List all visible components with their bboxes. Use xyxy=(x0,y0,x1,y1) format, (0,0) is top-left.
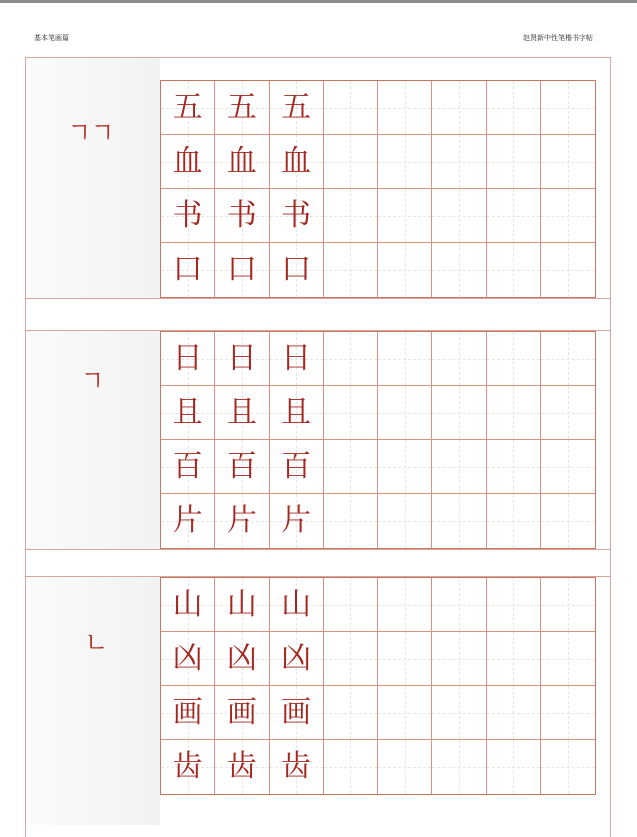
practice-cell xyxy=(270,189,324,243)
empty-cell xyxy=(432,686,486,740)
model-character: 片 xyxy=(226,503,257,538)
practice-cell xyxy=(161,386,215,440)
empty-cell xyxy=(378,686,432,740)
practice-cell xyxy=(161,686,215,740)
model-character: 书 xyxy=(281,197,312,233)
empty-cell xyxy=(541,740,595,794)
model-character: 片 xyxy=(172,503,203,538)
empty-cell xyxy=(432,494,486,548)
practice-cell xyxy=(215,386,269,440)
top-edge-bar xyxy=(0,0,637,3)
empty-cell xyxy=(487,81,541,135)
practice-cell xyxy=(270,740,324,794)
practice-grid xyxy=(160,331,596,549)
practice-cell xyxy=(270,686,324,740)
empty-cell xyxy=(432,632,486,686)
practice-cell xyxy=(270,632,324,686)
empty-cell xyxy=(324,332,378,386)
empty-cell xyxy=(324,632,378,686)
empty-cell xyxy=(378,332,432,386)
practice-cell xyxy=(270,243,324,297)
empty-cell xyxy=(432,740,486,794)
model-character: 血 xyxy=(172,143,203,179)
stroke-panel xyxy=(26,577,160,825)
stroke-panel xyxy=(26,58,160,298)
practice-cell xyxy=(270,578,324,632)
practice-grid xyxy=(160,80,596,298)
practice-cell xyxy=(161,632,215,686)
empty-cell xyxy=(324,686,378,740)
empty-cell xyxy=(541,632,595,686)
empty-cell xyxy=(378,243,432,297)
empty-cell xyxy=(324,494,378,548)
model-character: 百 xyxy=(281,448,312,484)
empty-cell xyxy=(487,386,541,440)
empty-cell xyxy=(541,494,595,548)
empty-cell xyxy=(487,578,541,632)
empty-cell xyxy=(324,135,378,189)
model-character: 山 xyxy=(281,586,312,622)
practice-cell xyxy=(215,81,269,135)
empty-cell xyxy=(324,740,378,794)
practice-cell xyxy=(215,189,269,243)
empty-cell xyxy=(541,243,595,297)
empty-cell xyxy=(432,578,486,632)
practice-cell xyxy=(161,440,215,494)
model-character: 五 xyxy=(172,89,203,125)
practice-cell xyxy=(215,494,269,548)
model-character: 画 xyxy=(172,694,203,730)
model-character: 凶 xyxy=(226,640,257,676)
empty-cell xyxy=(432,440,486,494)
practice-cell xyxy=(215,440,269,494)
empty-cell xyxy=(487,440,541,494)
empty-cell xyxy=(541,440,595,494)
empty-cell xyxy=(432,243,486,297)
model-character: 口 xyxy=(281,252,312,287)
practice-cell xyxy=(161,135,215,189)
practice-grid xyxy=(160,577,596,795)
empty-cell xyxy=(432,189,486,243)
practice-cell xyxy=(161,243,215,297)
empty-cell xyxy=(487,243,541,297)
model-character: 口 xyxy=(172,252,203,287)
model-character: 日 xyxy=(226,340,257,376)
practice-cell xyxy=(215,686,269,740)
empty-cell xyxy=(378,81,432,135)
model-character: 百 xyxy=(226,448,257,484)
empty-cell xyxy=(487,135,541,189)
model-character: 且 xyxy=(281,394,312,430)
empty-cell xyxy=(378,578,432,632)
practice-cell xyxy=(270,332,324,386)
empty-cell xyxy=(432,386,486,440)
empty-cell xyxy=(324,243,378,297)
model-character: 且 xyxy=(226,394,257,430)
model-character: 五 xyxy=(281,89,312,125)
empty-cell xyxy=(432,81,486,135)
practice-cell xyxy=(215,243,269,297)
empty-cell xyxy=(487,494,541,548)
model-character: 凶 xyxy=(172,640,203,676)
model-character: 山 xyxy=(226,586,257,622)
model-character: 五 xyxy=(226,89,257,125)
empty-cell xyxy=(378,632,432,686)
model-character: 凶 xyxy=(281,640,312,676)
model-character: 画 xyxy=(226,694,257,730)
empty-cell xyxy=(324,440,378,494)
empty-cell xyxy=(324,578,378,632)
header-right-title: 赵贤新中性笔楷书字帖 xyxy=(523,34,593,42)
practice-cell xyxy=(161,332,215,386)
empty-cell xyxy=(378,440,432,494)
empty-cell xyxy=(324,81,378,135)
empty-cell xyxy=(378,386,432,440)
model-character: 血 xyxy=(281,143,312,179)
model-character: 血 xyxy=(226,143,257,179)
model-character: 日 xyxy=(172,340,203,376)
practice-cell xyxy=(161,189,215,243)
model-character: 片 xyxy=(281,503,312,538)
empty-cell xyxy=(432,332,486,386)
empty-cell xyxy=(487,686,541,740)
model-character: 画 xyxy=(281,694,312,730)
empty-cell xyxy=(378,740,432,794)
section-divider xyxy=(25,298,611,299)
stroke-sample: ㄱ xyxy=(80,364,105,399)
empty-cell xyxy=(541,578,595,632)
model-character: 齿 xyxy=(281,749,312,784)
empty-cell xyxy=(541,332,595,386)
empty-cell xyxy=(378,494,432,548)
empty-cell xyxy=(541,81,595,135)
model-character: 齿 xyxy=(226,749,257,784)
stroke-sample: ㄴ xyxy=(84,626,109,661)
stroke-sample: ㄱㄱ xyxy=(67,116,115,151)
empty-cell xyxy=(324,189,378,243)
empty-cell xyxy=(487,632,541,686)
empty-cell xyxy=(541,686,595,740)
practice-cell xyxy=(215,740,269,794)
model-character: 山 xyxy=(172,586,203,622)
empty-cell xyxy=(378,135,432,189)
empty-cell xyxy=(487,189,541,243)
section-divider xyxy=(25,549,611,550)
practice-cell xyxy=(161,81,215,135)
model-character: 口 xyxy=(226,252,257,287)
empty-cell xyxy=(378,189,432,243)
practice-cell xyxy=(270,81,324,135)
practice-cell xyxy=(161,740,215,794)
empty-cell xyxy=(487,740,541,794)
model-character: 百 xyxy=(172,448,203,484)
model-character: 且 xyxy=(172,394,203,430)
empty-cell xyxy=(541,189,595,243)
practice-cell xyxy=(270,494,324,548)
empty-cell xyxy=(541,386,595,440)
practice-cell xyxy=(270,386,324,440)
model-character: 日 xyxy=(281,340,312,376)
empty-cell xyxy=(432,135,486,189)
header-left-title: 基本笔画篇 xyxy=(34,34,69,42)
empty-cell xyxy=(541,135,595,189)
practice-cell xyxy=(270,440,324,494)
practice-cell xyxy=(215,135,269,189)
practice-cell xyxy=(270,135,324,189)
model-character: 书 xyxy=(172,197,203,233)
practice-cell xyxy=(215,578,269,632)
practice-cell xyxy=(215,632,269,686)
model-character: 齿 xyxy=(172,749,203,784)
practice-cell xyxy=(215,332,269,386)
practice-cell xyxy=(161,494,215,548)
empty-cell xyxy=(324,386,378,440)
practice-cell xyxy=(161,578,215,632)
model-character: 书 xyxy=(226,197,257,233)
empty-cell xyxy=(487,332,541,386)
